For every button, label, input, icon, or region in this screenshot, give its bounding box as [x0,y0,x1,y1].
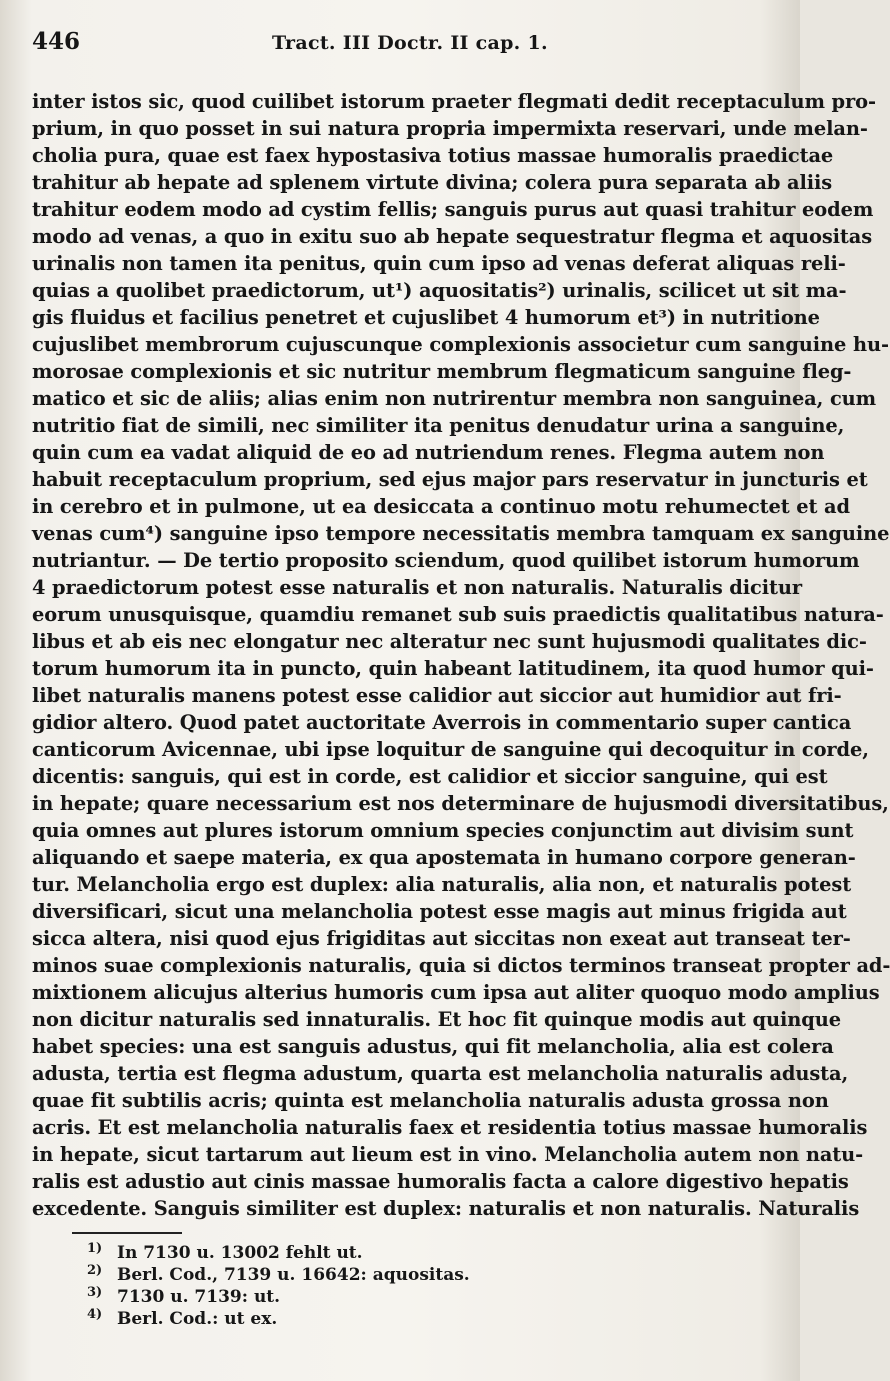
text-line: cholia pura, quae est faex hypostasiva totius massae humoralis praedictae [32,144,834,167]
body-text [32,88,890,1222]
text-line: quias a quolibet praedictorum, ut¹) aquositatis²) urinalis, scilicet ut sit ma- [32,279,847,302]
text-line: diversificari, sicut una melancholia potest esse magis aut minus frigida aut [32,900,847,923]
text-line: trahitur ab hepate ad splenem virtute divina; colera pura separata ab aliis [32,171,833,194]
footnote [87,1264,770,1286]
text-line: in cerebro et in pulmone, ut ea desiccata a continuo motu rehumectet et ad [32,495,850,518]
text-line: minos suae complexionis naturalis, quia si dictos terminos transeat propter ad- [32,954,890,977]
text-line: acris. Et est melancholia naturalis faex et residentia totius massae humoralis [32,1116,868,1139]
text-line: gidior altero. Quod patet auctoritate Averrois in commentario super cantica [32,711,852,734]
text-line: 4 praedictorum potest esse naturalis et non naturalis. Naturalis dicitur [32,576,802,599]
text-line: non dicitur naturalis sed innaturalis. Et hoc fit quinque modis aut quinque [32,1008,841,1031]
text-line: cujuslibet membrorum cujuscunque complexionis associetur cum sanguine hu- [32,333,889,356]
text-line: mixtionem alicujus alterius humoris cum ipsa aut aliter quoquo modo amplius [32,981,880,1004]
text-line: excedente. Sanguis similiter est duplex: naturalis et non naturalis. Naturalis [32,1197,860,1220]
text-line: gis fluidus et facilius penetret et cujuslibet 4 humorum et³) in nutritione [32,306,820,329]
text-line: sicca altera, nisi quod ejus frigiditas aut siccitas non exeat aut transeat ter- [32,927,851,950]
text-line: torum humorum ita in puncto, quin habeant latitudinem, ita quod humor qui- [32,657,874,680]
text-line: morosae complexionis et sic nutritur membrum flegmaticum sanguine fleg- [32,360,852,383]
text-line: urinalis non tamen ita penitus, quin cum ipso ad venas deferat aliquas reli- [32,252,846,275]
footnote-divider [72,1232,182,1234]
footnote-mark: 3) [87,1285,103,1300]
text-line: ralis est adustio aut cinis massae humoralis facta a calore digestivo hepatis [32,1170,849,1193]
text-line: in hepate, sicut tartarum aut lieum est in vino. Melancholia autem non natu- [32,1143,864,1166]
text-line: habuit receptaculum proprium, sed ejus major pars reservatur in juncturis et [32,468,868,491]
footnote-mark: 1) [87,1241,103,1256]
footnote [87,1308,770,1330]
footnote-text: Berl. Cod., 7139 u. 16642: aquositas. [117,1265,470,1285]
footnote-text: Berl. Cod.: ut ex. [117,1309,278,1329]
text-line: libus et ab eis nec elongatur nec alteratur nec sunt hujusmodi qualitates dic- [32,630,867,653]
text-line: eorum unusquisque, quamdiu remanet sub suis praedictis qualitatibus natura- [32,603,884,626]
text-line: nutriantur. — De tertio proposito sciendum, quod quilibet istorum humorum [32,549,860,572]
running-title: Tract. III Doctr. II cap. 1. [272,32,548,54]
footnote-mark: 4) [87,1307,103,1322]
text-line: prium, in quo posset in sui natura propria impermixta reservari, unde melan- [32,117,868,140]
text-line: aliquando et saepe materia, ex qua apostemata in humano corpore generan- [32,846,856,869]
footnote [87,1242,770,1264]
footnotes [32,1242,770,1330]
page-header [32,28,770,68]
footnote-text: 7130 u. 7139: ut. [117,1287,281,1307]
footnote-text: In 7130 u. 13002 fehlt ut. [117,1243,363,1263]
text-line: inter istos sic, quod cuilibet istorum praeter flegmati dedit receptaculum pro- [32,90,876,113]
text-line: in hepate; quare necessarium est nos determinare de hujusmodi diversitatibus, [32,792,889,815]
text-line: habet species: una est sanguis adustus, qui fit melancholia, alia est colera [32,1035,834,1058]
text-line: venas cum⁴) sanguine ipso tempore necessitatis membra tamquam ex sanguine [32,522,890,545]
text-line: trahitur eodem modo ad cystim fellis; sanguis purus aut quasi trahitur eodem [32,198,874,221]
footnote-mark: 2) [87,1263,103,1278]
footnote [87,1286,770,1308]
text-line: modo ad venas, a quo in exitu suo ab hepate sequestratur flegma et aquositas [32,225,873,248]
text-line: quia omnes aut plures istorum omnium species conjunctim aut divisim sunt [32,819,854,842]
page-number: 446 [32,28,81,55]
text-line: quae fit subtilis acris; quinta est melancholia naturalis adusta grossa non [32,1089,829,1112]
text-line: matico et sic de aliis; alias enim non nutrirentur membra non sanguinea, cum [32,387,877,410]
text-line: quin cum ea vadat aliquid de eo ad nutriendum renes. Flegma autem non [32,441,825,464]
text-line: libet naturalis manens potest esse calidior aut siccior aut humidior aut fri- [32,684,842,707]
text-line: dicentis: sanguis, qui est in corde, est calidior et siccior sanguine, qui est [32,765,828,788]
text-line: nutritio fiat de simili, nec similiter ita penitus denudatur urina a sanguine, [32,414,845,437]
text-line: canticorum Avicennae, ubi ipse loquitur de sanguine qui decoquitur in corde, [32,738,869,761]
text-line: tur. Melancholia ergo est duplex: alia naturalis, alia non, et naturalis potest [32,873,852,896]
text-line: adusta, tertia est flegma adustum, quarta est melancholia naturalis adusta, [32,1062,849,1085]
